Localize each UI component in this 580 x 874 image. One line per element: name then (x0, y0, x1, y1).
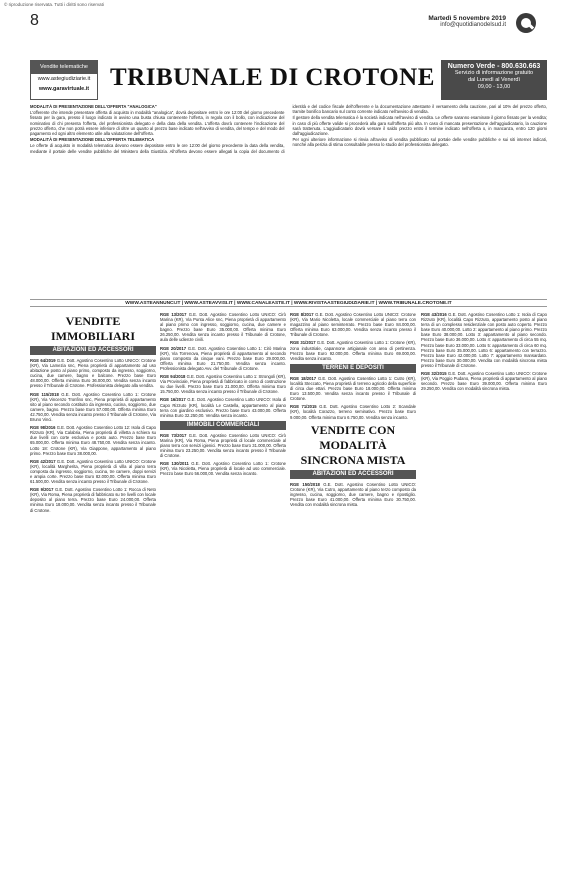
listing-item: RGE 16/2017 G.E. Dott. Agostino Cosentino Lotto UNICO: Isola di Capo Rizzuto (KR), località Le Castella, appartamento al piano terra con giardino esclusivo. Prezzo base Euro 43.000,00. Offerta minima Euro 32.250,00. Vendita senza incanto. (160, 397, 286, 418)
column-2 (160, 312, 286, 864)
date-block (428, 15, 506, 28)
toll-free-line1: Servizio di informazione gratuito (454, 70, 534, 76)
contact-email[interactable]: info@quotidianodelsud.it (440, 22, 506, 28)
section-subtitle: ABITAZIONI ED ACCESSORI (290, 470, 416, 479)
site-link-garavirtuale[interactable]: www.garavirtuale.it (38, 86, 90, 92)
copyright-note: © riproduzione riservata. Tutti i diritti sono riservati (4, 2, 104, 7)
listings-columns (30, 312, 547, 864)
toll-free-line2: dal Lunedì al Venerdì (468, 77, 520, 83)
listing-item: RGE 94/2018 G.E. Dott. Agostino Cosentino Lotto 1: Strongoli (KR), Via Provinciale, Piena proprietà di fabbricato in corso di costruzione su due livelli. Prezzo base Euro 21.000,00. Offerta minima Euro 15.750,00. Vendita senza incanto presso il Tribunale di Crotone. (160, 374, 286, 395)
listing-item: RGE 18/2017 G.E. Dott. Agostino Cosentino Lotto 1: Cutro (KR), località Steccato, Piena proprietà di terreno agricolo della superficie di circa due ettari. Prezzo base Euro 18.000,00. Offerta minima Euro 13.500,00. Vendita senza incanto presso il Tribunale di Crotone. (290, 375, 416, 402)
terms-paragraph: Per ogni ulteriore informazione si rinvia all'avviso di vendita pubblicato sul portale delle vendite pubbliche e sui siti internet indicati, nonché alla perizia di stima consultabile presso lo studio del professionista delegato. (292, 137, 547, 148)
section-title: VENDITE IMMOBILIARI (50, 314, 135, 343)
toll-free-number: Numero Verde - 800.630.663 (447, 63, 541, 70)
newspaper-logo-icon (516, 13, 536, 33)
websites-bar[interactable]: WWW.ASTEANNUNCI.IT | WWW.ASTEAVVISI.IT | WWW.CANALEASTE.IT | WWW.RIVISTAASTEGIUDIZIARIE.IT | WWW.TRIBUNALE.CROTONE.IT (30, 299, 547, 307)
publication-date: Martedì 5 novembre 2019 (428, 15, 506, 22)
listing-item: RGE 31/2017 G.E. Dott. Agostino Cosentino Lotto 1: Crotone (KR), zona industriale, capannone artigianale con area di pertinenza. Prezzo base Euro 92.000,00. Offerta minima Euro 69.000,00. Vendita senza incanto. (290, 340, 416, 361)
listing-item: RGE 42/2017 G.E. Dott. Agostino Cosentino Lotto UNICO: Crotone (KR), località Margherita, Piena proprietà di villa al piano terra composta da ingresso, soggiorno, cucina, tre camere, doppi servizi e ampia corte. Prezzo base Euro 82.000,00. Offerta minima Euro 61.500,00. Vendita senza incanto presso il Tribunale di Crotone. (30, 458, 156, 485)
section-subtitle: ABITAZIONI ED ACCESSORI (30, 346, 156, 355)
terms-heading-telematic: MODALITÀ DI PRESENTAZIONE DELL'OFFERTA TELEMATICA (30, 137, 155, 143)
column-3 (290, 312, 416, 864)
terms-heading-analog: MODALITÀ DI PRESENTAZIONE DELL'OFFERTA "ANALOGICA" (30, 104, 157, 109)
toll-free-box (441, 60, 547, 100)
page-header (0, 9, 580, 39)
listing-item: RGE 9/2017 G.E. Dott. Agostino Cosentino Lotto 1: Rocca di Neto (KR), Via Roma, Piena proprietà di fabbricato su tre livelli con locale deposito al piano terra. Prezzo base Euro 24.000,00. Offerta minima Euro 18.000,00. Vendita senza incanto presso il Tribunale di Crotone. (30, 487, 156, 513)
online-sales-label: Vendite telematiche (31, 61, 97, 74)
banner-title: TRIBUNALE DI CROTONE (110, 64, 435, 91)
listing-item: RGE 20/2017 G.E. Dott. Agostino Cosentino Lotto 1: Cirò Marina (KR), Via Torrenova, Piena proprietà di appartamento al secondo piano composto da cinque vani. Prezzo base Euro 29.000,00. Offerta minima Euro 21.750,00. Vendita senza incanto. Professionista delegato Avv. del Tribunale di Crotone. (160, 345, 286, 371)
listing-item: RGE 8/2017 G.E. Dott. Agostino Cosentino Lotto UNICO: Crotone (KR), Via Mario Nicoletta, locale commerciale al piano terra con magazzino al piano seminterrato. Prezzo base Euro 84.000,00. Offerta minima Euro 63.000,00. Vendita senza incanto presso il Tribunale di Crotone. (290, 312, 416, 338)
section-subtitle: IMMOBILI COMMERCIALI (160, 421, 286, 430)
online-sales-box (30, 60, 98, 100)
sale-terms-text (30, 104, 547, 297)
site-link-astegiudiziarie[interactable]: www.astegiudiziarie.it (37, 76, 91, 82)
tribunal-banner (30, 60, 547, 100)
section-title: VENDITE CON MODALITÀ SINCRONA MISTA (300, 422, 406, 467)
terms-paragraph: Le offerte di acquisto in modalità telematica devono essere depositate entro le ore 12:00 del giorno precedente la data della vendita, mediante il portale delle vendite pubbliche del Ministero della Giustizia. All'offerta devono essere allegati la copia del documento di identità e del codice fiscale dell'offerente e la documentazione attestante il versamento della cauzione, pari al 10% del prezzo offerto, tramite bonifico bancario sul conto corrente indicato nell'avviso di vendita. (30, 104, 547, 154)
terms-paragraph: Il gestore della vendita telematica è la società indicata nell'avviso di vendita. Le offerte saranno esaminate il giorno fissato per la vendita; in caso di più offerte valide si procederà alla gara sull'offerta più alta. In caso di mancata presentazione dell'aggiudicatario, la cauzione sarà trattenuta. L'aggiudicatario dovrà versare il saldo prezzo entro il termine indicato nell'offerta o, in mancanza, entro 120 giorni dall'aggiudicazione. (292, 115, 547, 137)
listing-item: RGE 71/2015 G.E. Dott. Agostino Cosentino Lotto 2: Scandale (KR), località Corazzo, terreno seminativo. Prezzo base Euro 9.000,00. Offerta minima Euro 6.750,00. Vendita senza incanto. (290, 404, 416, 420)
section-subtitle: TERRENI E DEPOSITI (290, 364, 416, 373)
listing-item: RGE 32/2015 G.E. Dott. Agostino Cosentino Lotto UNICO: Crotone (KR), Via Poggio Pudano, Piena proprietà di appartamento al piano secondo. Prezzo base Euro 39.000,00. Offerta minima Euro 29.250,00. Vendita con modalità sincrona mista. (421, 371, 547, 392)
terms-paragraph: L'offerente che intende presentare offerta di acquisto in modalità "analogica", dovrà depositare entro le ore 12:00 del giorno precedente fissato per la gara, presso il luogo indicato in avviso una busta chiusa contenente l'offerta, in regola con il bollo, con indicazione del nominativo di chi presenta l'offerta, del professionista delegato e della data della vendita. L'offerta dovrà contenere l'indicazione del prezzo offerto, che non potrà essere inferiore di oltre un quarto al prezzo base indicato nell'avviso di vendita, del tempo e del modo del pagamento ed ogni altro elemento utile alla valutazione dell'offerta. (30, 110, 285, 137)
listing-item: RGE 13/2017 G.E. Dott. Agostino Cosentino Lotto UNICO: Cirò Marina (KR), Via Punta Alice snc, Piena proprietà di appartamento al piano primo con ingresso, soggiorno, cucina, due camere e bagno. Prezzo base Euro 35.000,00. Offerta minima Euro 26.250,00. Vendita senza incanto presso il Tribunale di Crotone, aula delle udienze civili. (160, 312, 286, 343)
listing-item: RGE 98/2016 G.E. Dott. Agostino Cosentino Lotto 12: Isola di Capo Rizzuto (KR), Via Calabria, Piena proprietà di villetta a schiera su due livelli con corte esclusiva e posto auto. Prezzo base Euro 65.000,00. Offerta minima Euro 48.750,00. Vendita senza incanto. Lotto 18: Crotone (KR), Via Giappone, appartamento al piano primo. Prezzo base Euro 38.000,00. (30, 425, 156, 456)
listing-item: RGE 43/2016 G.E. Dott. Agostino Cosentino Lotto 1: Isola di Capo Rizzuto (KR), località Capo Rizzuto, appartamento posto al piano terra di un complesso residenziale con posto auto coperto. Prezzo base Euro 40.000,00. Lotto 2: appartamento al piano primo. Prezzo base Euro 38.000,00. Lotto 3: appartamento al piano secondo. Prezzo base Euro 36.000,00. Lotto 4: appartamento di circa 55 mq. Prezzo base Euro 33.000,00. Lotto 5: appartamento di circa 60 mq. Prezzo base Euro 35.000,00. Lotto 6: appartamento con terrazzo. Prezzo base Euro 42.000,00. Lotto 7: appartamento mansardato. Prezzo base Euro 30.000,00. Vendita con modalità sincrona mista presso il Tribunale di Crotone. (421, 312, 547, 368)
column-1 (30, 312, 156, 864)
listing-item: RGE 130/2011 G.E. Dott. Agostino Cosentino Lotto 1: Crotone (KR), Via Nicoletta, Piena proprietà di locale ad uso commerciale. Prezzo base Euro 56.000,00. Vendita senza incanto. (160, 461, 286, 477)
toll-free-hours: 09,00 - 13,00 (477, 84, 511, 90)
page-number: 8 (30, 12, 39, 29)
listing-item: RGE 150/2018 G.E. Dott. Agostino Cosentino Lotto UNICO: Crotone (KR), Via Cutro, appartamento al piano terzo composto da ingresso, cucina, soggiorno, due camere, bagno e ripostiglio. Prezzo base Euro 41.000,00. Offerta minima Euro 30.750,00. Vendita con modalità sincrona mista. (290, 481, 416, 507)
listing-item: RGE 64/2019 G.E. Dott. Agostino Cosentino Lotto UNICO: Crotone (KR), Via Lamezia snc, Piena proprietà di appartamento ad uso abitazione posto al piano primo, composto da ingresso, soggiorno, cucina, due camere, bagno e balcone. Prezzo base Euro 48.000,00. Offerta minima Euro 36.000,00. Vendita senza incanto presso il Tribunale di Crotone. Professionista delegato alla vendita. (30, 358, 156, 389)
listing-item: RGE 115/2018 G.E. Dott. Agostino Cosentino Lotto 1: Crotone (KR), Via Vincenzo Tronfino snc, Piena proprietà di appartamento sito al piano secondo costituito da ingresso, cucina, soggiorno, due camere, bagno. Prezzo base Euro 57.000,00. Offerta minima Euro 42.750,00. Vendita senza incanto presso il Tribunale di Crotone, Via Bruno Vinci. (30, 391, 156, 423)
listing-item: RGE 73/2017 G.E. Dott. Agostino Cosentino Lotto UNICO: Cirò Marina (KR), Via Roma, Piena proprietà di locale commerciale al piano terra con servizi igienici. Prezzo base Euro 31.000,00. Offerta minima Euro 23.250,00. Vendita senza incanto presso il Tribunale di Crotone. (160, 432, 286, 459)
column-4 (421, 312, 547, 864)
